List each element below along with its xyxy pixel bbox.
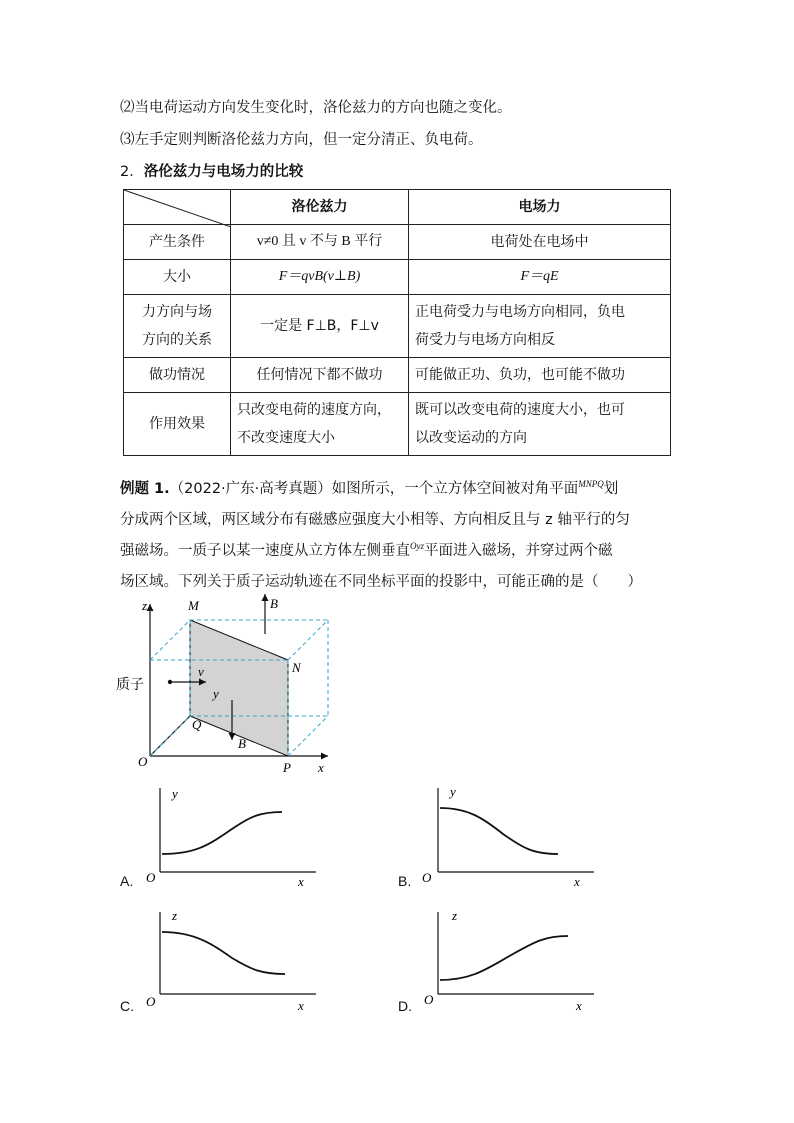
diagonal-corner-cell — [124, 190, 231, 225]
option-d-curve — [440, 936, 568, 980]
oyz-label: Oyz — [410, 541, 424, 551]
cell-electric — [409, 295, 671, 358]
cell-electric: F＝qE — [409, 260, 671, 295]
option-d-axis-h: x — [576, 998, 582, 1013]
option-a-letter[interactable]: A. — [120, 873, 134, 889]
label-O: O — [138, 754, 148, 769]
option-d-graph[interactable] — [418, 906, 598, 1016]
header-lorentz: 洛伦兹力 — [231, 190, 409, 225]
cell-electric-line2: 荷受力与电场方向相反 — [415, 332, 555, 348]
label-B-bottom: B — [238, 736, 246, 751]
cell-lorentz: v≠0 且 v 不与 B 平行 — [231, 225, 409, 260]
option-b-curve — [440, 808, 558, 854]
label-v: v — [198, 664, 204, 679]
row-label: 大小 — [124, 260, 231, 295]
option-d-letter[interactable]: D. — [398, 998, 412, 1014]
label-y: y — [213, 686, 219, 701]
cell-lorentz: F＝qvB(v⊥B) — [231, 260, 409, 295]
intro-point-2: ⑵当电荷运动方向发生变化时，洛伦兹力的方向也随之变化。 — [120, 100, 512, 116]
example-tag: 例题 1. — [120, 481, 170, 497]
section-title: 洛伦兹力与电场力的比较 — [143, 164, 304, 180]
option-c-axis-v: z — [172, 908, 178, 923]
diagonal-line — [124, 190, 231, 227]
option-b-axis-v: y — [450, 784, 456, 799]
header-electric: 电场力 — [409, 190, 671, 225]
option-c-curve — [162, 932, 285, 974]
example-line-2: 分成两个区域，两区域分布有磁感应强度大小相等、方向相反且与 z 轴平行的匀 — [120, 512, 630, 528]
section-number: 2． — [120, 164, 144, 180]
cell-lorentz-line1: 只改变电荷的速度方向， — [237, 402, 391, 418]
plane-label: MNPQ — [578, 479, 604, 489]
cell-electric: 可能做正功、负功，也可能不做功 — [409, 358, 671, 393]
option-b-graph[interactable] — [418, 782, 598, 892]
example-line-1 — [120, 477, 618, 498]
table-row — [124, 393, 671, 456]
table-row — [124, 225, 671, 260]
table-row — [124, 260, 671, 295]
label-M: M — [188, 598, 199, 613]
option-b-letter[interactable]: B. — [398, 873, 412, 889]
row-label-line1: 力方向与场 — [142, 304, 212, 320]
label-P: P — [283, 760, 291, 775]
cell-lorentz: 任何情况下都不做功 — [231, 358, 409, 393]
table-row — [124, 295, 671, 358]
option-c-axis-h: x — [298, 998, 304, 1013]
option-b-origin: O — [422, 870, 432, 885]
row-label-line2: 方向的关系 — [142, 332, 212, 348]
option-d-axis-v: z — [452, 908, 458, 923]
table-row — [124, 358, 671, 393]
comparison-table — [123, 189, 671, 456]
cell-lorentz — [231, 393, 409, 456]
example-line-3 — [120, 539, 613, 560]
option-c-graph[interactable] — [140, 906, 320, 1016]
cell-electric-line2: 以改变运动的方向 — [415, 430, 527, 446]
intro-point-3: ⑶左手定则判断洛伦兹力方向，但一定分清正、负电荷。 — [120, 132, 483, 148]
cell-lorentz-line2: 不改变速度大小 — [237, 430, 335, 446]
example-text-1a: 如图所示，一个立方体空间被对角平面 — [331, 481, 579, 497]
label-proton: 质子 — [116, 677, 144, 693]
cell-electric — [409, 393, 671, 456]
table-header-row — [124, 190, 671, 225]
label-z: z — [142, 598, 148, 613]
example-line-4: 场区域。下列关于质子运动轨迹在不同坐标平面的投影中，可能正确的是（ ） — [120, 574, 642, 590]
row-label: 作用效果 — [124, 393, 231, 456]
option-a-axis-v: y — [172, 786, 178, 801]
option-a-origin: O — [146, 870, 156, 885]
example-source: （2022·广东·高考真题） — [169, 481, 332, 497]
option-c-letter[interactable]: C. — [120, 998, 134, 1014]
example-text-3b: 平面进入磁场，并穿过两个磁 — [424, 543, 613, 559]
label-x: x — [318, 760, 324, 775]
example-text-3a: 强磁场。一质子以某一速度从立方体左侧垂直 — [120, 543, 410, 559]
row-label — [124, 295, 231, 358]
row-label: 做功情况 — [124, 358, 231, 393]
label-N: N — [292, 660, 301, 675]
example-text-1b: 划 — [603, 481, 619, 497]
option-a-curve — [162, 812, 282, 854]
label-Q: Q — [192, 717, 202, 732]
cell-lorentz: 一定是 F⊥B，F⊥v — [231, 295, 409, 358]
option-b-axis-h: x — [574, 874, 580, 889]
cell-electric: 电荷处在电场中 — [409, 225, 671, 260]
cell-electric-line1: 正电荷受力与电场方向相同，负电 — [415, 304, 625, 320]
label-B-top: B — [270, 596, 278, 611]
row-label: 产生条件 — [124, 225, 231, 260]
cell-electric-line1: 既可以改变电荷的速度大小，也可 — [415, 402, 625, 418]
option-a-graph[interactable] — [140, 782, 320, 892]
option-a-axis-h: x — [298, 874, 304, 889]
option-c-origin: O — [146, 994, 156, 1009]
option-d-origin: O — [424, 992, 434, 1007]
section-heading — [120, 160, 303, 181]
cube-figure — [110, 588, 350, 778]
